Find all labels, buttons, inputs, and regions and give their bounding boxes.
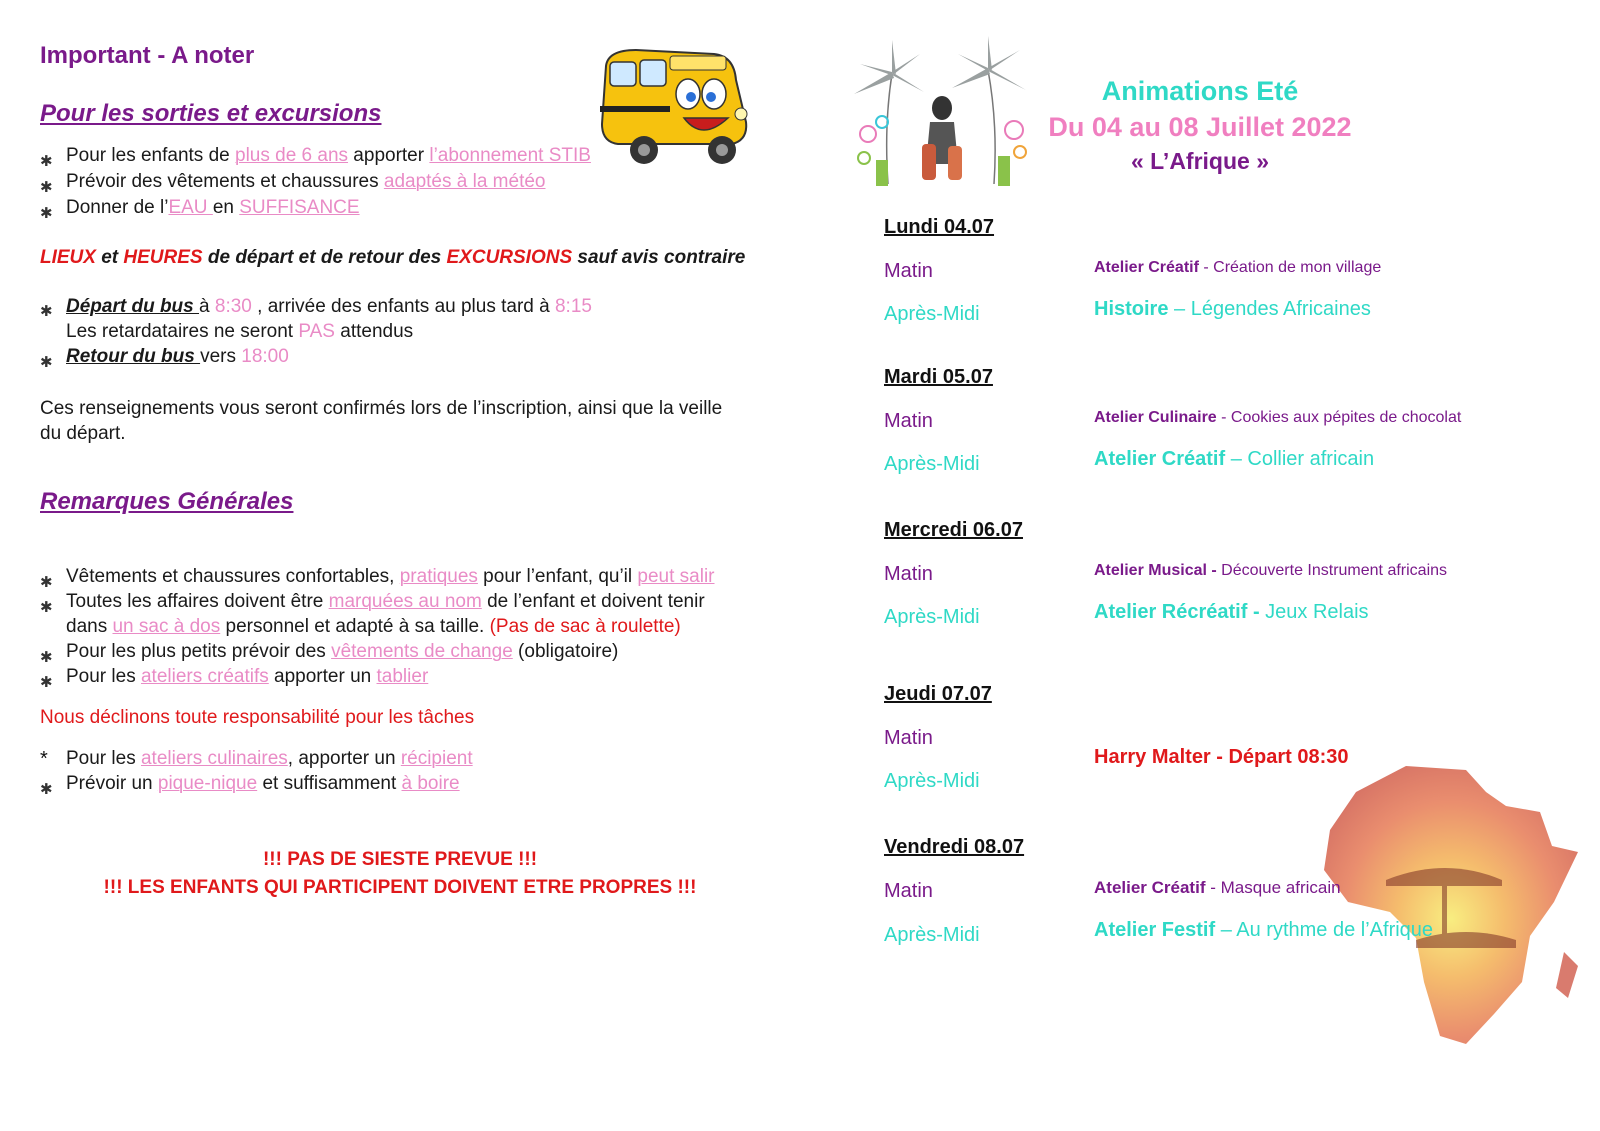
- slot-apres-midi: Après-Midi: [884, 924, 980, 946]
- activity-lundi-am: Atelier Créatif - Création de mon village: [1094, 259, 1382, 276]
- bullet-icon: ✱: [40, 574, 53, 591]
- day-label-lundi: Lundi 04.07: [884, 216, 995, 238]
- remarque-item-2a: Toutes les affaires doivent être marquées au nom de l’enfant et doivent tenir: [66, 591, 705, 612]
- bullet-icon: ✱: [40, 179, 53, 196]
- bullet-icon: ✱: [40, 205, 53, 222]
- confirm-line-2: du départ.: [40, 423, 126, 444]
- sorties-item-1: Pour les enfants de plus de 6 ans apporter l’abonnement STIB: [66, 145, 591, 166]
- bullet-icon: ✱: [40, 303, 53, 320]
- day-label-mardi: Mardi 05.07: [884, 366, 993, 388]
- warning-propres: !!! LES ENFANTS QUI PARTICIPENT DOIVENT ETRE PROPRES !!!: [103, 877, 697, 898]
- slot-matin: Matin: [884, 260, 933, 282]
- lieux-heures-line: LIEUX et HEURES de départ et de retour des EXCURSIONS sauf avis contraire: [40, 247, 746, 268]
- remarques-heading: Remarques Générales: [40, 488, 294, 515]
- warning-sieste: !!! PAS DE SIESTE PREVUE !!!: [262, 849, 538, 870]
- bullet-icon: ✱: [40, 781, 53, 798]
- slot-apres-midi: Après-Midi: [884, 303, 980, 325]
- depart-bus-line: Départ du bus à 8:30 , arrivée des enfants au plus tard à 8:15: [66, 296, 592, 317]
- piquenique-line: Prévoir un pique-nique et suffisamment à boire: [66, 773, 460, 794]
- day-label-mercredi: Mercredi 06.07: [884, 519, 1023, 541]
- activity-jeudi-excursion: Harry Malter - Départ 08:30: [1094, 746, 1349, 768]
- activity-vendredi-am: Atelier Créatif - Masque africain: [1094, 878, 1341, 897]
- slot-matin: Matin: [884, 410, 933, 432]
- activity-lundi-pm: Histoire – Légendes Africaines: [1094, 298, 1371, 320]
- slot-matin: Matin: [884, 563, 933, 585]
- retour-bus-line: Retour du bus vers 18:00: [66, 346, 289, 367]
- school-bus-image: [596, 44, 756, 172]
- day-label-vendredi: Vendredi 08.07: [884, 836, 1025, 858]
- sorties-item-2: Prévoir des vêtements et chaussures adaptés à la météo: [66, 171, 546, 192]
- confirm-line-1: Ces renseignements vous seront confirmés lors de l’inscription, ainsi que la veille: [40, 398, 723, 419]
- sorties-heading: Pour les sorties et excursions: [40, 100, 382, 127]
- slot-apres-midi: Après-Midi: [884, 606, 980, 628]
- culinaires-line: Pour les ateliers culinaires, apporter un récipient: [66, 748, 473, 769]
- remarque-item-2b: dans un sac à dos personnel et adapté à sa taille. (Pas de sac à roulette): [66, 616, 681, 637]
- bullet-icon: ✱: [40, 153, 53, 170]
- sorties-item-3: Donner de l’EAU en SUFFISANCE: [66, 197, 360, 218]
- activity-mardi-am: Atelier Culinaire - Cookies aux pépites de chocolat: [1094, 409, 1462, 426]
- day-label-jeudi: Jeudi 07.07: [884, 683, 992, 705]
- activity-mercredi-pm: Atelier Récréatif - Jeux Relais: [1094, 601, 1369, 623]
- slot-apres-midi: Après-Midi: [884, 453, 980, 475]
- bullet-icon: ✱: [40, 599, 53, 616]
- responsabilite-note: Nous déclinons toute responsabilité pour les tâches: [40, 707, 475, 728]
- theme-title: « L’Afrique »: [1130, 148, 1270, 174]
- slot-apres-midi: Après-Midi: [884, 770, 980, 792]
- activity-vendredi-pm: Atelier Festif – Au rythme de l’Afrique: [1094, 919, 1434, 941]
- bullet-icon: *: [40, 748, 48, 770]
- important-title: Important - A noter: [40, 42, 255, 69]
- remarque-item-1: Vêtements et chaussures confortables, pratiques pour l’enfant, qu’il peut salir: [66, 566, 715, 587]
- activity-mardi-pm: Atelier Créatif – Collier africain: [1094, 448, 1375, 470]
- slot-matin: Matin: [884, 727, 933, 749]
- retardataires-line: Les retardataires ne seront PAS attendus: [66, 321, 414, 342]
- africa-map-image: [1316, 752, 1586, 1052]
- bullet-icon: ✱: [40, 649, 53, 666]
- bullet-icon: ✱: [40, 354, 53, 371]
- remarque-item-3: Pour les plus petits prévoir des vêtements de change (obligatoire): [66, 641, 619, 662]
- remarque-item-4: Pour les ateliers créatifs apporter un tablier: [66, 666, 429, 687]
- animations-title: Animations Eté: [1101, 76, 1299, 106]
- bullet-icon: ✱: [40, 674, 53, 691]
- slot-matin: Matin: [884, 880, 933, 902]
- activity-mercredi-am: Atelier Musical - Découverte Instrument africains: [1094, 562, 1448, 579]
- dates-title: Du 04 au 08 Juillet 2022: [1048, 112, 1352, 142]
